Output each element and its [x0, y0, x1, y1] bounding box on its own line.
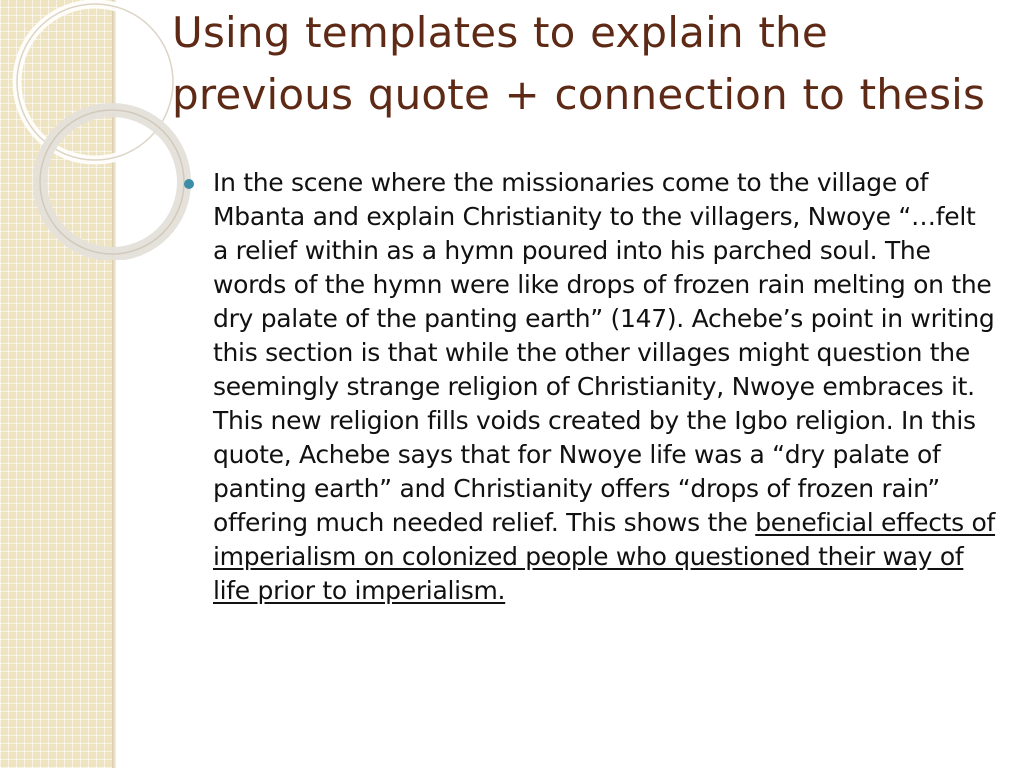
body-text: In the scene where the missionaries come to the village of Mbanta and explain Christianity to the villagers, Nwoye “…felt a relief within as a hymn poured into his parched soul. The words of the hymn were like drops of frozen rain melting on the dry palate of the panting earth” (147). Achebe’s point in writing this section is that while the other villages might question the seemingly strange religion of Christianity, Nwoye embraces it. This new religion fills voids created by the Igbo religion. In this quote, Achebe says that for Nwoye life was a “dry palate of panting earth” and Christianity offers “drops of frozen rain” offering much needed relief. This shows the — [213, 168, 995, 537]
slide-title: Using templates to explain the previous quote + connection to thesis — [172, 8, 986, 119]
bullet-dot-icon — [184, 179, 194, 189]
ring-decoration — [0, 0, 200, 260]
thesis-connection-text: beneficial effects of imperialism on colonized people who questioned their way of life prior to imperialism. — [213, 508, 996, 605]
slide-body — [184, 166, 996, 608]
body-paragraph — [213, 166, 996, 608]
